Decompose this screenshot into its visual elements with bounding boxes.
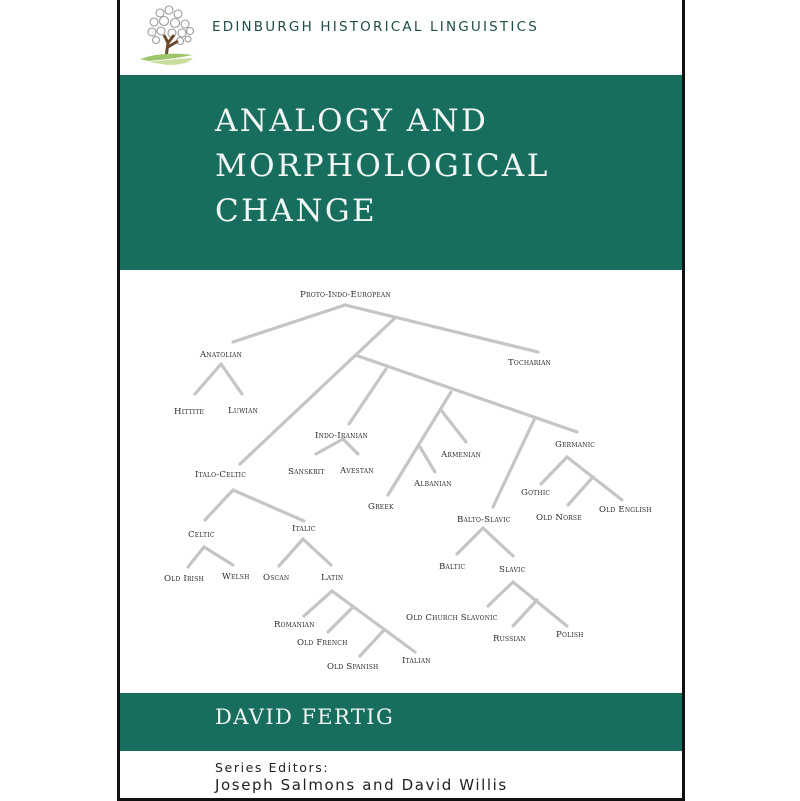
tree-node-old-church-slavonic: Old Church Slavonic: [406, 613, 498, 623]
title-line-3: CHANGE: [215, 193, 378, 229]
tree-branch-line: [567, 457, 622, 500]
tree-branch-line: [328, 607, 353, 632]
tree-node-old-norse: Old Norse: [536, 513, 582, 523]
tree-branch-line: [221, 364, 242, 394]
tree-branch-line: [513, 600, 537, 626]
tree-branch-line: [204, 547, 233, 565]
tree-node-old-french: Old French: [297, 638, 348, 648]
title-line-2: MORPHOLOGICAL: [215, 148, 550, 184]
tree-node-anatolian: Anatolian: [200, 350, 243, 360]
tree-node-italian: Italian: [402, 656, 431, 666]
tree-branch-line: [345, 305, 538, 352]
tree-branch-line: [360, 630, 384, 656]
tree-branch-line: [457, 528, 483, 554]
series-editors-label: Series Editors:: [215, 760, 330, 775]
tree-branch-line: [233, 305, 345, 342]
tree-branch-line: [541, 457, 567, 484]
series-name: EDINBURGH HISTORICAL LINGUISTICS: [212, 19, 539, 35]
tree-branch-line: [195, 364, 221, 394]
tree-node-avestan: Avestan: [340, 466, 374, 476]
tree-node-germanic: Germanic: [555, 440, 596, 450]
tree-node-old-irish: Old Irish: [164, 574, 204, 584]
tree-node-baltic: Baltic: [439, 562, 466, 572]
tree-branch-line: [568, 477, 593, 505]
tree-node-indo-iranian: Indo-Iranian: [315, 431, 369, 441]
title-line-1: ANALOGY AND: [215, 103, 489, 139]
tree-node-polish: Polish: [556, 630, 584, 640]
tree-node-italic: Italic: [292, 524, 316, 534]
tree-branch-line: [441, 410, 466, 442]
tree-node-russian: Russian: [493, 634, 526, 644]
tree-branch-line: [304, 591, 332, 616]
tree-node-slavic: Slavic: [499, 565, 526, 575]
tree-branch-line: [488, 582, 513, 606]
tree-branch-line: [205, 490, 233, 520]
series-editors-names: Joseph Salmons and David Willis: [215, 776, 508, 794]
tree-node-sanskrit: Sanskrit: [288, 467, 325, 477]
tree-node-italo-celtic: Italo-Celtic: [195, 470, 247, 480]
tree-node-welsh: Welsh: [222, 572, 250, 582]
tree-branch-line: [483, 528, 513, 556]
tree-node-oscan: Oscan: [263, 573, 290, 583]
tree-node-celtic: Celtic: [188, 530, 215, 540]
tree-branch-line: [343, 439, 358, 454]
tree-node-tocharian: Tocharian: [508, 358, 552, 368]
tree-node-greek: Greek: [368, 502, 394, 512]
tree-node-romanian: Romanian: [274, 620, 315, 630]
tree-node-old-spanish: Old Spanish: [327, 662, 379, 672]
tree-node-gothic: Gothic: [521, 488, 551, 498]
tree-node-armenian: Armenian: [441, 450, 482, 460]
tree-branch-line: [279, 539, 303, 566]
tree-branch-line: [316, 439, 343, 454]
tree-branch-line: [420, 447, 435, 472]
tree-branch-line: [233, 490, 304, 521]
tree-branch-line: [349, 369, 386, 424]
tree-branch-line: [303, 539, 331, 565]
author-name: DAVID FERTIG: [215, 705, 395, 729]
tree-branch-line: [188, 547, 204, 567]
tree-node-albanian: Albanian: [414, 479, 452, 489]
tree-node-latin: Latin: [321, 573, 344, 583]
tree-node-old-english: Old English: [599, 505, 652, 515]
tree-node-luwian: Luwian: [228, 406, 259, 416]
tree-node-balto-slavic: Balto-Slavic: [457, 515, 511, 525]
tree-node-pie: Proto-Indo-European: [300, 290, 391, 300]
tree-node-hittite: Hittite: [174, 407, 205, 417]
